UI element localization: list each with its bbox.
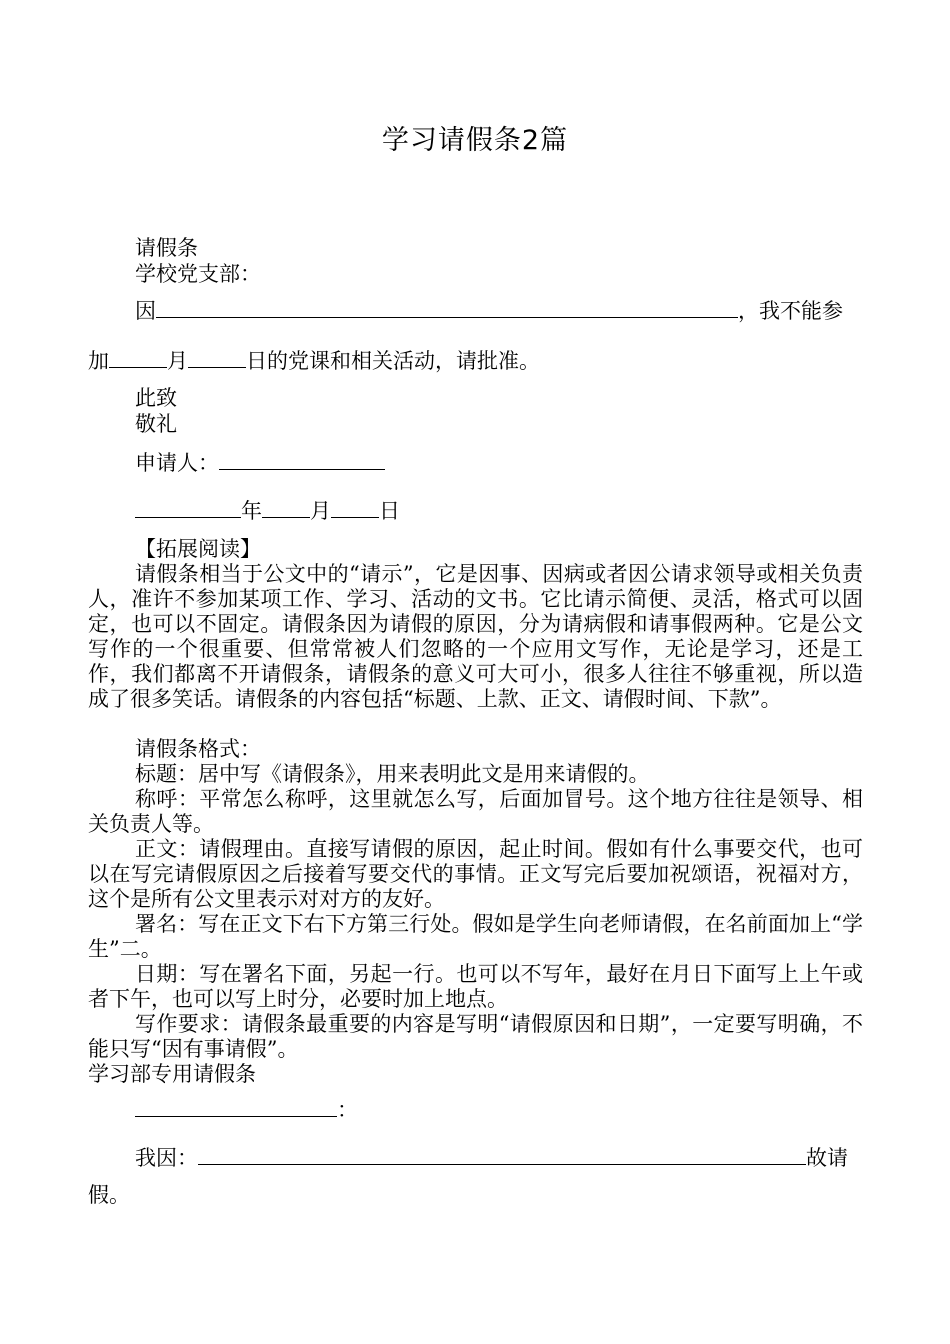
extended-heading: 【拓展阅读】 [135,537,261,561]
document-title: 学习请假条2篇 [381,125,569,156]
extended-paragraph: 署名：写在正文下右下方第三行处。假如是学生向老师请假，在名前面加上“学生”二。 [88,912,863,961]
extended-paragraph: 请假条相当于公文中的“请示”，它是因事、因病或者因公请求领导或相关负责人，准许不参加某项工作、学习、活动的文书。它比请示简便、灵活，格式可以固定，也可以不固定。请假条因为请假的原因，分为请病假和请事假两种。它是公文写作的一个很重要、但常常被人们忽略的一个应用文写作，无论是学习，还是工作，我们都离不开请假条，请假条的意义可大可小，很多人往往不够重视，所以造成了很多笑话。请假条的内容包括“标题、上款、正文、请假时间、下款”。 [88,562,863,711]
signature-date-line [135,498,400,524]
applicant-line [135,450,385,476]
extended-paragraph: 标题：居中写《请假条》，用来表明此文是用来请假的。 [135,762,650,786]
day-blank [331,498,379,518]
day-blank [188,348,246,368]
line2-month: 月 [167,349,188,373]
date-year: 年 [241,499,262,523]
letter2-addressee-line [135,1097,358,1123]
applicant-blank [219,450,385,470]
line2-suffix: 日的党课和相关活动，请批准。 [246,349,540,373]
addressee-colon: ： [337,1098,358,1122]
reason-prefix: 因 [135,299,156,323]
reason-suffix: ，我不能参 [738,299,843,323]
month-blank [109,348,167,368]
month-blank [262,498,310,518]
letter2-reason-line [135,1145,848,1171]
closing-1: 此致 [135,386,177,410]
letter1-date-line [88,348,540,374]
extended-paragraph: 日期：写在署名下面，另起一行。也可以不写年，最好在月日下面写上上午或者下午，也可以写上时分，必要时加上地点。 [88,962,863,1011]
applicant-label: 申请人： [135,451,219,475]
extended-paragraph: 正文：请假理由。直接写请假的原因，起止时间。假如有什么事要交代，也可以在写完请假原因之后接着写要交代的事情。正文写完后要加祝颂语，祝福对方，这个是所有公文里表示对对方的友好。 [88,837,863,911]
letter2-tail: 假。 [88,1183,130,1207]
addressee-blank [135,1097,337,1117]
letter1-reason-line [135,298,843,324]
letter1-heading: 请假条 [135,236,198,260]
reason-blank [156,298,738,318]
date-day: 日 [379,499,400,523]
extended-paragraph: 写作要求：请假条最重要的内容是写明“请假原因和日期”，一定要写明确，不能只写“因有事请假”。 [88,1012,863,1061]
date-month: 月 [310,499,331,523]
closing-2: 敬礼 [135,412,177,436]
extended-paragraph: 称呼：平常怎么称呼，这里就怎么写，后面加冒号。这个地方往往是领导、相关负责人等。 [88,787,863,836]
reason-suffix: 故请 [806,1146,848,1170]
reason-prefix: 我因： [135,1146,198,1170]
year-blank [135,498,241,518]
line2-prefix: 加 [88,349,109,373]
letter2-heading: 学习部专用请假条 [88,1062,256,1086]
extended-paragraph: 请假条格式： [135,737,261,761]
reason-blank [198,1145,806,1165]
letter1-addressee: 学校党支部： [135,262,261,286]
